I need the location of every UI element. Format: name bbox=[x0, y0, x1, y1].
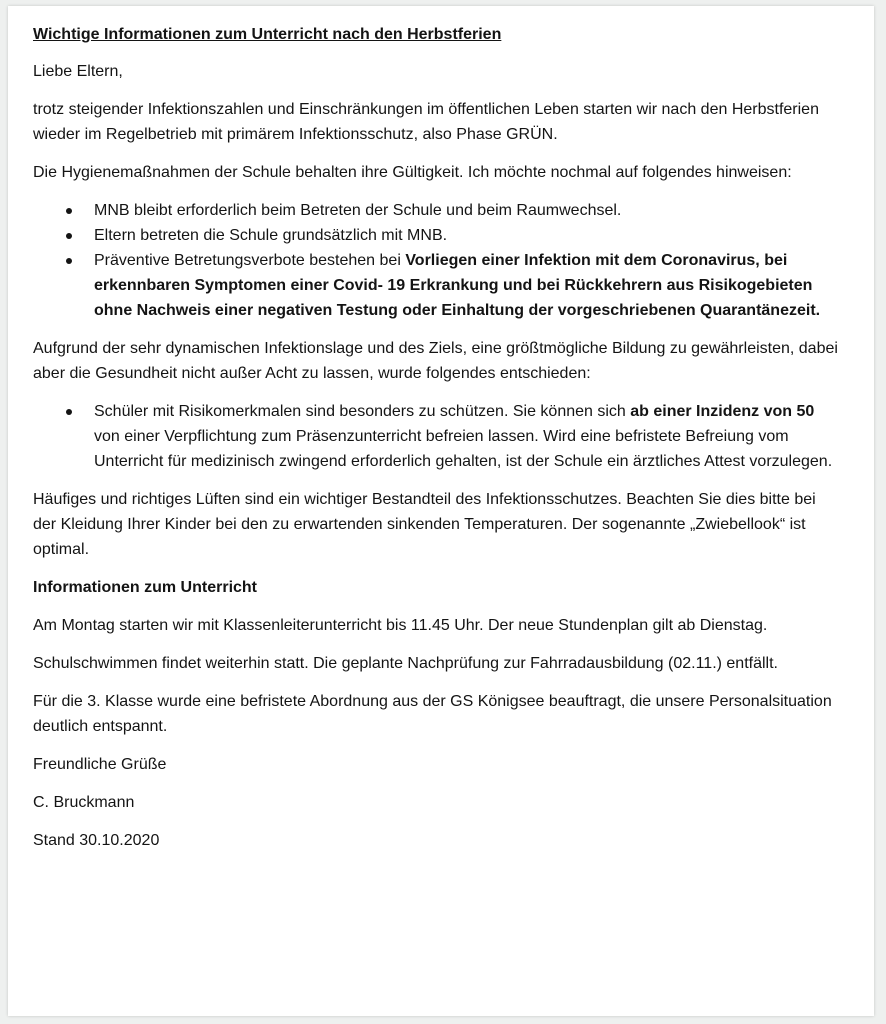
list-item-text: Schüler mit Risikomerkmalen sind besonders zu schützen. Sie können sich bbox=[94, 403, 631, 420]
list-item: Eltern betreten die Schule grundsätzlich mit MNB. bbox=[94, 223, 838, 248]
document-page bbox=[8, 6, 874, 1016]
intro-paragraph: trotz steigender Infektionszahlen und Einschränkungen im öffentlichen Leben starten wir nach den Herbstferien wieder im Regelbetrieb mit primärem Infektionsschutz, also Phase GRÜN. bbox=[33, 101, 819, 143]
hygiene-intro-paragraph: Die Hygienemaßnahmen der Schule behalten ihre Gültigkeit. Ich möchte nochmal auf folgendes hinweisen: bbox=[33, 164, 792, 181]
monday-paragraph: Am Montag starten wir mit Klassenleiterunterricht bis 11.45 Uhr. Der neue Stundenplan gilt ab Dienstag. bbox=[33, 617, 768, 634]
hygiene-list bbox=[33, 198, 838, 323]
class3-paragraph: Für die 3. Klasse wurde eine befristete Abordnung aus der GS Königsee beauftragt, die unsere Personalsituation deutlich entspannt. bbox=[33, 693, 832, 735]
lessons-heading: Informationen zum Unterricht bbox=[33, 579, 258, 596]
decision-intro-paragraph: Aufgrund der sehr dynamischen Infektionslage und des Ziels, eine größtmögliche Bildung zu gewährleisten, dabei aber die Gesundheit nicht außer Acht zu lassen, wurde folgendes entschieden: bbox=[33, 340, 838, 382]
list-item-text: von einer Verpflichtung zum Präsenzunterricht befreien lassen. Wird eine befristete Befreiung vom Unterricht für medizinisch zwingend erforderlich gehalten, ist der Schule ein ärztliches Attest vorzulegen. bbox=[94, 428, 833, 470]
swimming-paragraph: Schulschwimmen findet weiterhin statt. Die geplante Nachprüfung zur Fahrradausbildung (02.11.) entfällt. bbox=[33, 655, 778, 672]
greeting: Liebe Eltern, bbox=[33, 63, 123, 80]
list-item: MNB bleibt erforderlich beim Betreten der Schule und beim Raumwechsel. bbox=[94, 198, 838, 223]
document-title: Wichtige Informationen zum Unterricht nach den Herbstferien bbox=[33, 26, 502, 43]
list-item bbox=[94, 399, 838, 474]
signature: C. Bruckmann bbox=[33, 794, 135, 811]
closing: Freundliche Grüße bbox=[33, 756, 167, 773]
decision-list bbox=[33, 399, 838, 474]
date-stamp: Stand 30.10.2020 bbox=[33, 832, 160, 849]
list-item bbox=[94, 248, 838, 323]
ventilation-paragraph: Häufiges und richtiges Lüften sind ein wichtiger Bestandteil des Infektionsschutzes. Beachten Sie dies bitte bei der Kleidung Ihrer Kinder bei den zu erwartenden sinkenden Temperaturen. Der sogenannte „Zwiebellook“ ist optimal. bbox=[33, 491, 816, 558]
list-item-bold-text: Vorliegen einer Infektion mit dem Coronavirus, bei erkennbaren Symptomen einer Covid- 19 Erkrankung und bei Rückkehrern aus Risikogebieten ohne Nachweis einer negativen Testung oder Einhaltung der vorgeschriebenen Quarantänezeit. bbox=[94, 252, 821, 319]
document-body bbox=[33, 22, 838, 866]
list-item-text: Präventive Betretungsverbote bestehen bei bbox=[94, 252, 406, 269]
list-item-bold-text: ab einer Inzidenz von 50 bbox=[630, 403, 815, 420]
